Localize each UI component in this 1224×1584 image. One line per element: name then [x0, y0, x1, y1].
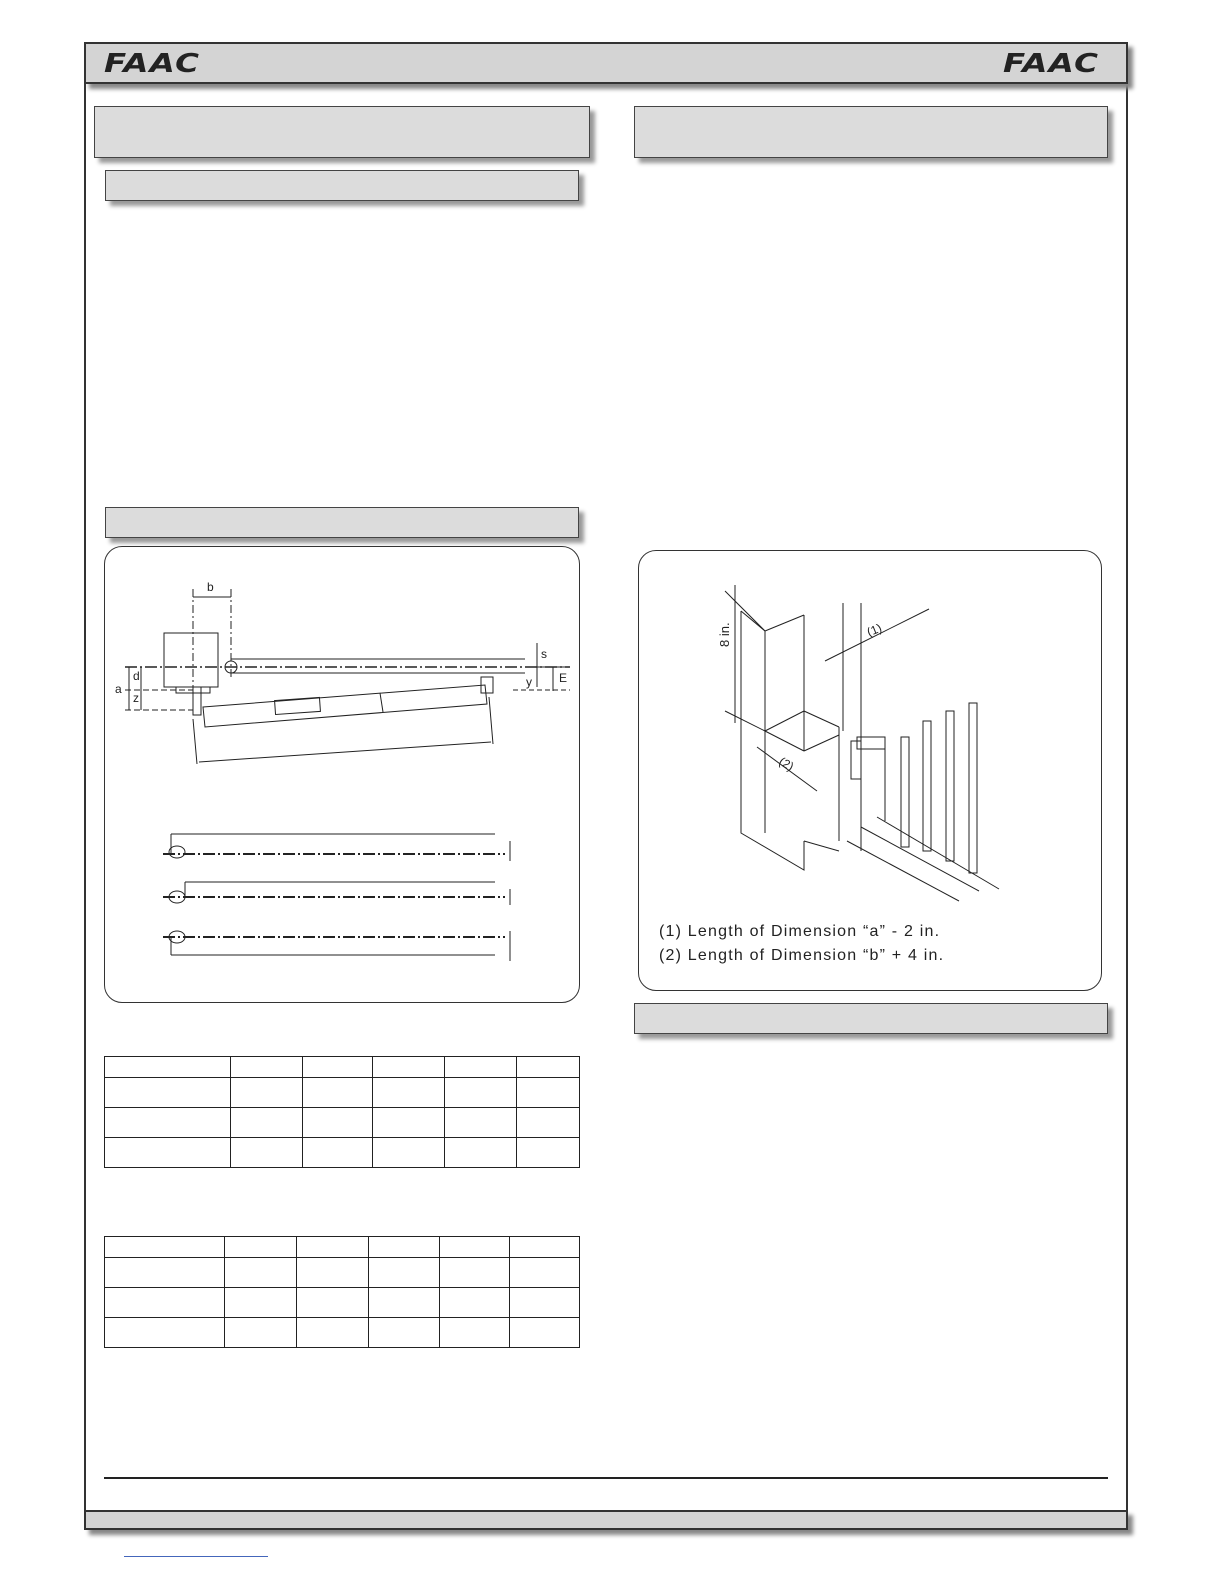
dimension-table-1 [104, 1056, 580, 1168]
installation-diagram [105, 547, 581, 1004]
picket-1 [901, 737, 909, 847]
dim-label-a: a [115, 682, 122, 696]
page-header-bar [84, 42, 1128, 84]
faac-logo-right: FAAC [1003, 49, 1100, 79]
callout-2: (2) [776, 754, 797, 774]
gate-variant-3 [163, 931, 510, 961]
operator-body [203, 685, 487, 727]
footer-link-underline[interactable] [124, 1556, 268, 1557]
left-subsection-box-1 [105, 170, 579, 201]
dim-label-d: d [133, 669, 140, 683]
dimension-label-8in: 8 in. [717, 622, 732, 647]
dim-label-b: b [207, 580, 214, 594]
picket-2 [923, 721, 931, 851]
left-subsection-box-2 [105, 507, 579, 538]
pillar [741, 611, 804, 870]
dim-label-y: y [526, 675, 532, 689]
footer-rule [104, 1477, 1108, 1479]
left-section-title-box [94, 106, 590, 158]
caption-dimension-a: (1) Length of Dimension “a” - 2 in. [659, 923, 941, 940]
callout-1: (1) [864, 620, 884, 640]
dim-label-s: s [541, 647, 547, 661]
caption-dimension-b: (2) Length of Dimension “b” + 4 in. [659, 947, 945, 964]
gate-variant-2 [163, 882, 510, 905]
dim-label-E: E [559, 671, 568, 685]
right-subsection-box [634, 1003, 1108, 1034]
post-niche-diagram-panel [638, 550, 1102, 991]
page-footer-bar [84, 1510, 1128, 1530]
faac-logo-left: FAAC [104, 49, 201, 79]
installation-diagram-panel [104, 546, 580, 1003]
picket-4 [969, 703, 977, 873]
right-section-title-box [634, 106, 1108, 158]
dimension-table-2 [104, 1236, 580, 1348]
dim-label-z: z [133, 691, 139, 705]
picket-3 [946, 711, 954, 861]
gate-post [164, 633, 218, 687]
gate-variant-1 [163, 834, 510, 861]
